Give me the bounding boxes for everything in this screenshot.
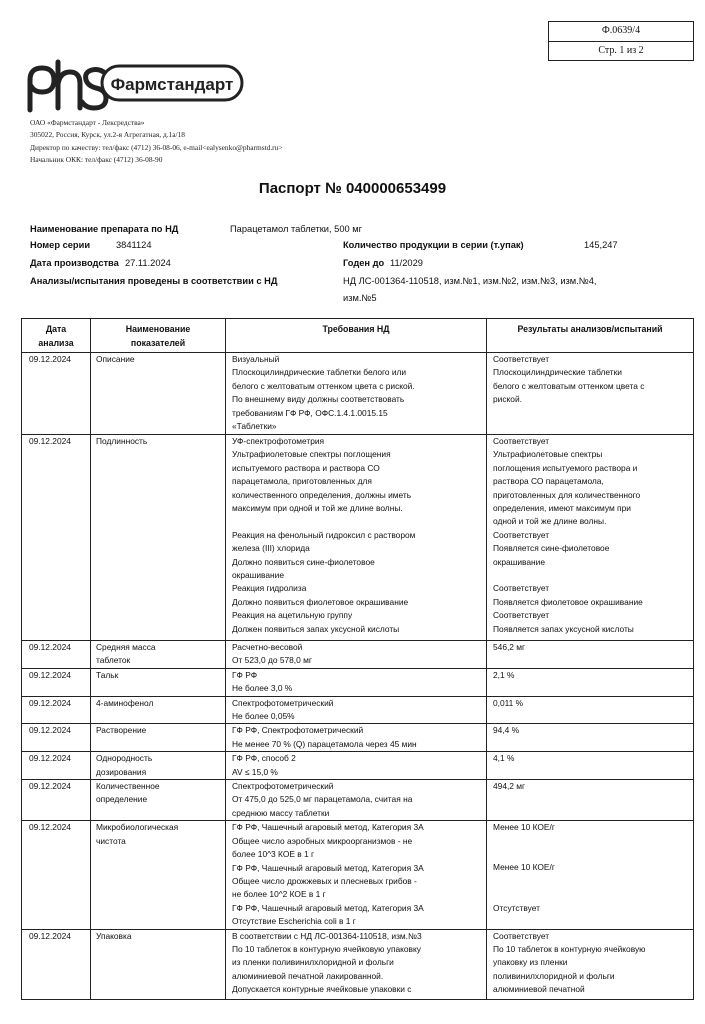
expiry-value: 11/2029 [390, 258, 423, 268]
cell-result [487, 353, 694, 435]
cell-requirement-line: Не более 3,0 % [232, 683, 293, 694]
cell-requirement-line: «Таблетки» [232, 421, 277, 432]
cell-result [487, 696, 694, 724]
cell-indicator-line: определение [96, 794, 148, 805]
cell-result-line: Ультрафиолетовые спектры [493, 449, 603, 460]
cell-requirement-line: Расчетно-весовой [232, 642, 303, 652]
table-row [22, 353, 694, 435]
company-brand-name: Фармстандарт [110, 75, 234, 94]
series-value: 3841124 [116, 240, 152, 250]
cell-requirement [226, 696, 487, 724]
header-indicator [91, 319, 226, 353]
cell-indicator-line: Упаковка [96, 930, 132, 941]
cell-result-line: 94,4 % [493, 725, 520, 736]
table-row [22, 752, 694, 780]
cell-requirement-line: Спектрофотометрический [232, 781, 334, 792]
analysis-table [21, 318, 694, 1000]
cell-requirement-line: УФ-спектрофотометрия [232, 436, 325, 446]
cell-result-line: приготовленных для количественного [493, 489, 641, 500]
cell-result-line: 494,2 мг [493, 781, 526, 792]
cell-result-line [493, 848, 690, 861]
cell-date-text: 09.12.2024 [29, 781, 71, 792]
drug-name-value: Парацетамол таблетки, 500 мг [230, 224, 363, 234]
cell-requirement-line: железа (III) хлорида [232, 543, 310, 554]
cell-requirement-line: Плоскоцилиндрические таблетки белого или [232, 367, 407, 378]
cell-result-line: Появляется фиолетовое окрашивание [493, 596, 643, 607]
cell-requirement-line: От 523,0 до 578,0 мг [232, 655, 312, 666]
cell-result-line: 4,1 % [493, 753, 515, 764]
cell-date-text: 09.12.2024 [29, 930, 71, 941]
cell-date [22, 821, 91, 929]
cell-requirement-line: Должно появиться сине-фиолетовое [232, 556, 375, 567]
passport-title: Паспорт № 040000653499 [258, 180, 447, 197]
pharmstandard-logo-icon [24, 58, 244, 114]
cell-requirement-line: Не более 0,05% [232, 711, 295, 722]
cell-requirement-line: По внешнему виду должны соответствовать [232, 394, 405, 405]
form-code: Ф.0639/4 [601, 25, 641, 36]
quantity-label: Количество продукции в серии (т.упак) [343, 240, 524, 250]
table-row [22, 435, 694, 641]
cell-indicator-line: Однородность [96, 753, 153, 764]
cell-requirement [226, 821, 487, 929]
cell-requirement-line: испытуемого раствора и раствора СО [232, 462, 380, 473]
cell-requirement [226, 724, 487, 752]
cell-result-line: Соответствует [493, 610, 550, 621]
cell-result-line: 546,2 мг [493, 642, 526, 652]
cell-requirement-line: Ультрафиолетовые спектры поглощения [232, 449, 391, 460]
table-row [22, 780, 694, 821]
cell-indicator [91, 821, 226, 929]
header-text: анализа [38, 338, 74, 348]
cell-date [22, 353, 91, 435]
cell-result-line: Соответствует [493, 354, 550, 364]
cell-result-line [493, 915, 690, 928]
cell-result [487, 435, 694, 641]
cell-indicator-line: чистота [96, 835, 126, 846]
cell-requirement-line: парацетамола, приготовленных для [232, 476, 372, 487]
cell-requirement-line: Спектрофотометрический [232, 697, 334, 708]
cell-date-text: 09.12.2024 [29, 642, 71, 652]
cell-indicator-line: Количественное [96, 781, 160, 792]
header-text: Результаты анализов/испытаний [517, 324, 663, 334]
nd-reference-line-1: НД ЛС-001364-110518, изм.№1, изм.№2, изм.№3, изм.№4, [343, 276, 597, 286]
cell-date-text: 09.12.2024 [29, 725, 71, 736]
cell-result [487, 724, 694, 752]
company-logo [24, 58, 244, 114]
cell-requirement-line: Реакция гидролиза [232, 583, 307, 594]
cell-indicator [91, 780, 226, 821]
cell-result-line [493, 835, 690, 848]
quantity-value: 145,247 [584, 240, 618, 250]
cell-requirement-line: В соответствии с НД ЛС-001364-110518, изм.№3 [232, 930, 422, 941]
table-row [22, 641, 694, 669]
cell-requirement-line: По 10 таблеток в контурную ячейковую упаковку [232, 943, 421, 954]
cell-result-line: Соответствует [493, 529, 550, 540]
cell-result [487, 821, 694, 929]
cell-result-line: упаковку из пленки [493, 957, 568, 968]
table-header-row [22, 319, 694, 353]
cell-result-line: Плоскоцилиндрические таблетки [493, 367, 622, 378]
cell-result-line: поглощения испытуемого раствора и [493, 462, 638, 473]
page-counter: Стр. 1 из 2 [549, 41, 693, 60]
cell-result-line: алюминиевой печатной [493, 984, 585, 995]
cell-requirement [226, 353, 487, 435]
cell-result-line: поливинилхлоридной и фольги [493, 970, 615, 981]
cell-requirement-line: Должно появиться фиолетовое окрашивание [232, 596, 409, 607]
cell-result-line: белого с желтоватым оттенком цвета с [493, 380, 645, 391]
production-date-label: Дата производства [30, 258, 119, 268]
cell-date-text: 09.12.2024 [29, 354, 71, 364]
production-date-value: 27.11.2024 [125, 258, 171, 268]
cell-date [22, 780, 91, 821]
company-line: Директор по качеству: тел/факс (4712) 36-08-06, e-mail<ealysenko@pharmstd.ru> [30, 142, 283, 152]
cell-result-line [493, 569, 690, 582]
cell-requirement-line: Должен появиться запах уксусной кислоты [232, 623, 400, 634]
cell-requirement [226, 780, 487, 821]
cell-indicator [91, 724, 226, 752]
cell-indicator [91, 929, 226, 999]
table-row [22, 668, 694, 696]
cell-requirement-line: Не менее 70 % (Q) парацетамола через 45 мин [232, 738, 417, 749]
cell-date [22, 724, 91, 752]
header-date [22, 319, 91, 353]
header-text: Наименование [125, 324, 191, 334]
cell-indicator-line: дозирования [96, 766, 147, 777]
header-results [487, 319, 694, 353]
cell-indicator-line: Растворение [96, 725, 147, 736]
cell-requirement-line: более 10^3 КОЕ в 1 г [232, 849, 315, 860]
header-requirements [226, 319, 487, 353]
cell-requirement-line: белого с желтоватым оттенком цвета с риской. [232, 380, 415, 391]
header-text: Дата [45, 324, 67, 334]
table-row [22, 821, 694, 929]
cell-indicator-line: Описание [96, 354, 135, 364]
cell-indicator-line: Тальк [96, 669, 119, 680]
cell-date [22, 752, 91, 780]
series-label: Номер серии [30, 240, 91, 250]
cell-requirement [226, 641, 487, 669]
cell-date-text: 09.12.2024 [29, 697, 71, 708]
cell-indicator-line: Средняя масса [96, 642, 156, 652]
cell-requirement-line [232, 515, 483, 528]
cell-result [487, 780, 694, 821]
cell-date [22, 641, 91, 669]
expiry-label: Годен до [343, 258, 385, 268]
cell-result-line [493, 875, 690, 888]
cell-indicator-line: Подлинность [96, 436, 148, 446]
cell-date [22, 696, 91, 724]
cell-result-line: одной и той же длине волны. [493, 516, 607, 527]
cell-requirement [226, 929, 487, 999]
drug-name-label: Наименование препарата по НД [30, 224, 179, 234]
cell-requirement-line: не более 10^2 КОЕ в 1 г [232, 889, 326, 900]
cell-requirement-line: ГФ РФ, Чашечный агаровый метод, Категория 3А [232, 822, 424, 833]
cell-result [487, 641, 694, 669]
cell-requirement-line: AV ≤ 15,0 % [232, 766, 278, 777]
header-text: Требования НД [322, 324, 390, 334]
cell-result-line: раствора СО парацетамола, [493, 476, 604, 487]
cell-requirement-line: ГФ РФ, Чашечный агаровый метод, Категория 3А [232, 862, 424, 873]
cell-date [22, 668, 91, 696]
cell-indicator-line: Микробиологическая [96, 822, 179, 833]
cell-requirement-line: Допускается контурные ячейковые упаковки с [232, 984, 412, 995]
cell-requirement-line: От 475,0 до 525,0 мг парацетамола, считая на [232, 794, 413, 805]
table-row [22, 724, 694, 752]
cell-requirement [226, 668, 487, 696]
cell-result-line: определения, имеют максимум при [493, 503, 631, 514]
cell-date-text: 09.12.2024 [29, 436, 71, 446]
cell-requirement-line: Реакция на фенольный гидроксил с раствором [232, 529, 416, 540]
header-text: показателей [130, 338, 186, 348]
cell-result-line: Появляется запах уксусной кислоты [493, 623, 634, 634]
cell-indicator [91, 435, 226, 641]
cell-requirement-line: окрашивание [232, 570, 285, 581]
cell-result-line: Соответствует [493, 436, 550, 446]
cell-result-line: Соответствует [493, 583, 550, 594]
cell-date-text: 09.12.2024 [29, 822, 71, 833]
cell-result [487, 668, 694, 696]
cell-result-line: Менее 10 КОЕ/г [493, 862, 555, 873]
table-row [22, 929, 694, 999]
cell-requirement-line: требованиям ГФ РФ, ОФС.1.4.1.0015.15 [232, 407, 388, 418]
cell-requirement [226, 752, 487, 780]
cell-requirement-line: ГФ РФ, Спектрофотометрический [232, 725, 364, 736]
company-line: Начальник ОКК: тел/факс (4712) 36-08-90 [30, 155, 163, 165]
cell-indicator-line: 4-аминофенол [96, 697, 154, 708]
cell-date [22, 929, 91, 999]
cell-requirement-line: Общее число аэробных микроорганизмов - не [232, 835, 413, 846]
cell-result-line: 2,1 % [493, 669, 515, 680]
cell-result-line [493, 888, 690, 901]
cell-requirement-line: ГФ РФ [232, 669, 258, 680]
cell-result-line: окрашивание [493, 556, 546, 567]
cell-requirement [226, 435, 487, 641]
company-line: 305022, Россия, Курск, ул.2-я Агрегатная, д.1а/18 [30, 130, 185, 140]
table-row [22, 696, 694, 724]
cell-indicator-line: таблеток [96, 655, 131, 666]
cell-date-text: 09.12.2024 [29, 753, 71, 764]
cell-requirement-line: из пленки поливинилхлоридной и фольги [232, 957, 394, 968]
nd-reference-line-2: изм.№5 [343, 293, 377, 303]
company-line: ОАО «Фармстандарт - Лексредства» [30, 118, 145, 127]
cell-result-line: 0,011 % [493, 697, 524, 708]
cell-requirement-line: среднюю массу таблетки [232, 807, 330, 818]
cell-date [22, 435, 91, 641]
cell-indicator [91, 696, 226, 724]
cell-requirement-line: ГФ РФ, способ 2 [232, 753, 296, 764]
cell-indicator [91, 752, 226, 780]
cell-result-line: По 10 таблеток в контурную ячейковую [493, 943, 646, 954]
company-details [30, 117, 283, 167]
cell-result [487, 929, 694, 999]
cell-requirement-line: максимум при одной и той же длине волны. [232, 503, 403, 514]
cell-requirement-line: алюминиевой печатной лакированной. [232, 970, 384, 981]
cell-result-line: Появляется сине-фиолетовое [493, 543, 610, 554]
form-number-box [548, 21, 694, 61]
cell-indicator [91, 668, 226, 696]
cell-requirement-line: ГФ РФ, Чашечный агаровый метод, Категория 3А [232, 902, 424, 913]
cell-result-line: риской. [493, 394, 522, 405]
cell-requirement-line: Реакция на ацетильную группу [232, 610, 353, 621]
cell-requirement-line: Визуальный [232, 354, 280, 364]
cell-indicator [91, 353, 226, 435]
cell-result-line: Менее 10 КОЕ/г [493, 822, 555, 833]
cell-result-line: Отсутствует [493, 902, 540, 913]
cell-date-text: 09.12.2024 [29, 669, 71, 680]
cell-requirement-line: Общее число дрожжевых и плесневых грибов - [232, 875, 417, 886]
cell-requirement-line: Отсутствие Escherichia coli в 1 г [232, 916, 356, 927]
cell-result [487, 752, 694, 780]
cell-indicator [91, 641, 226, 669]
cell-requirement-line: количественного определения, должны иметь [232, 489, 412, 500]
analyses-label: Анализы/испытания проведены в соответствии с НД [30, 276, 278, 286]
cell-result-line: Соответствует [493, 930, 550, 941]
